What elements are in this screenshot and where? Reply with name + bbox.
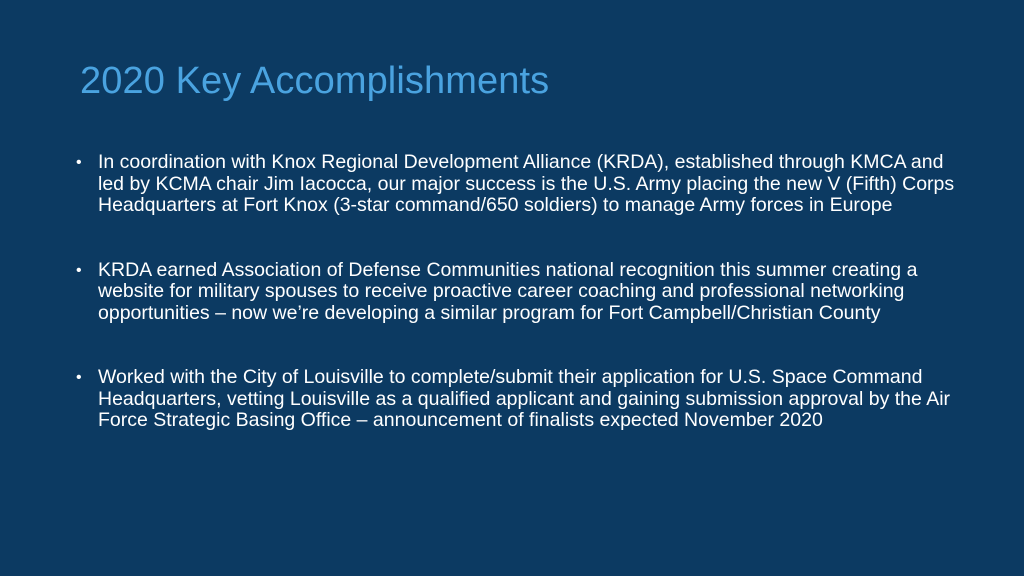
bullet-item [76, 152, 956, 217]
bullet-item [76, 367, 956, 432]
bullet-item [76, 260, 956, 325]
bullet-text: KRDA earned Association of Defense Communities national recognition this summer creating a website for military spouses to receive proactive career coaching and professional networking opportunities – now we’re developing a similar program for Fort Campbell/Christian County [98, 258, 918, 324]
bullet-text: In coordination with Knox Regional Development Alliance (KRDA), established through KMCA and led by KCMA chair Jim Iacocca, our major success is the U.S. Army placing the new V (Fifth) Corps Headquarters at Fort Knox (3-star command/650 soldiers) to manage Army forces in Europe [98, 151, 955, 216]
bullet-text: Worked with the City of Louisville to complete/submit their application for U.S. Space Command Headquarters, vetting Louisville as a qualified applicant and gaining submission approval by the Air Force Strategic Basing Office – announcement of finalists expected November 2020 [98, 366, 951, 431]
bullet-icon: • [76, 154, 82, 171]
bullet-icon: • [76, 369, 82, 386]
bullet-icon: • [76, 261, 82, 279]
bullet-list [76, 152, 956, 475]
slide-title: 2020 Key Accomplishments [80, 60, 550, 102]
